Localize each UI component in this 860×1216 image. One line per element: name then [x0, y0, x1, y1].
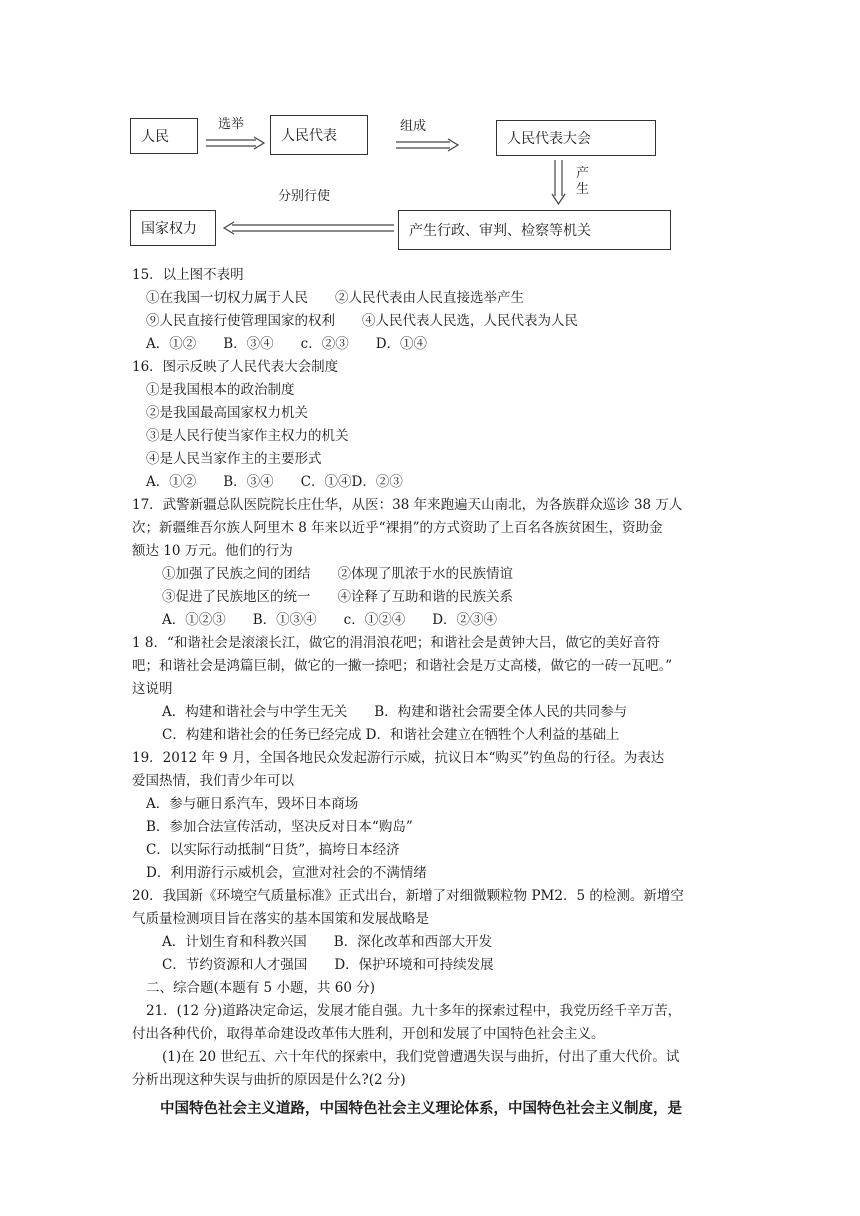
box-power-label: 国家权力 [141, 221, 197, 237]
text-line: ②是我国最高国家权力机关 [146, 405, 308, 421]
label-exercise: 分别行使 [278, 189, 331, 204]
text-line: 15．以上图不表明 [132, 267, 244, 283]
text-line: A．计划生育和科教兴国 B．深化改革和西部大开发 [162, 934, 493, 950]
arrow-right-icon [396, 138, 460, 152]
text-line: C．构建和谐社会的任务已经完成 D．和谐社会建立在牺牲个人利益的基础上 [162, 727, 620, 743]
text-line: 20．我国新《环境空气质量标准》正式出台，新增了对细微颗粒物 PM2．5 的检测。新增空 [132, 888, 684, 904]
label-compose: 组成 [400, 119, 427, 134]
label-produce: 产 生 [576, 166, 590, 197]
text-line: 付出各种代价，取得革命建设改革伟大胜利，开创和发展了中国特色社会主义。 [132, 1026, 605, 1042]
text-line: 21．(12 分)道路决定命运，发展才能自强。九十多年的探索过程中，我党历经千辛万苦， [146, 1003, 682, 1019]
text-line: ③是人民行使当家作主权力的机关 [146, 428, 349, 444]
section-heading: 二、综合题(本题有 5 小题，共 60 分) [146, 980, 375, 996]
text-line: 气质量检测项目旨在落实的基本国策和发展战略是 [132, 911, 429, 927]
text-line: ③促进了民族地区的统一 ④诠释了互助和谐的民族关系 [162, 589, 513, 605]
box-deputies [270, 115, 368, 155]
text-line: 吧；和谐社会是鸿篇巨制，做它的一撇一捺吧；和谐社会是万丈高楼，做它的一砖一瓦吧。” [132, 658, 673, 674]
text-line: ⑨人民直接行使管理国家的权利 ④人民代表人民选，人民代表为人民 [146, 313, 578, 329]
answer-line: 中国特色社会主义道路，中国特色社会主义理论体系，中国特色社会主义制度，是 [160, 1100, 682, 1117]
text-line: 19．2012 年 9 月，全国各地民众发起游行示威，抗议日本“购买”钓鱼岛的行径。为表达 [132, 750, 665, 766]
text-line: D．利用游行示威机会，宣泄对社会的不满情绪 [146, 865, 427, 881]
text-line: 17．武警新疆总队医院院长庄仕华，从医：38 年来跑遍天山南北，为各族群众巡诊 38 万人 [132, 497, 683, 513]
text-line: ④是人民当家作主的主要形式 [146, 451, 322, 467]
text-line: B．参加合法宣传活动，坚决反对日本“购岛” [146, 819, 413, 835]
text-line: A．①②③ B．①③④ c．①②④ D．②③④ [162, 612, 498, 628]
text-line: A．①② B．③④ c．②③ D．①④ [146, 336, 428, 352]
text-line: (1)在 20 世纪五、六十年代的探索中，我们党曾遭遇失误与曲折，付出了重大代价。试 [162, 1049, 680, 1065]
arrow-down-icon [550, 160, 568, 206]
box-people [130, 118, 198, 154]
text-line: ①是我国根本的政治制度 [146, 382, 295, 398]
text-line: A．①② B．③④ C．①④D．②③ [146, 474, 403, 490]
text-line: 1 8．“和谐社会是滚滚长江，做它的涓涓浪花吧；和谐社会是黄钟大吕，做它的美好音符 [132, 635, 660, 651]
box-deputies-label: 人民代表 [281, 128, 337, 144]
text-line: C．以实际行动抵制“日货”，搞垮日本经济 [146, 842, 400, 858]
text-line: C．节约资源和人才强国 D．保护环境和可持续发展 [162, 957, 494, 973]
arrow-right-icon [206, 136, 266, 150]
text-line: 额达 10 万元。他们的行为 [132, 543, 293, 559]
text-line: 爱国热情，我们青少年可以 [132, 773, 294, 789]
label-elect: 选举 [218, 117, 245, 132]
text-line: A．构建和谐社会与中学生无关 B．构建和谐社会需要全体人民的共同参与 [162, 704, 628, 720]
arrow-left-icon [222, 221, 394, 235]
box-congress-label: 人民代表大会 [507, 131, 591, 147]
box-congress [496, 120, 656, 156]
box-people-label: 人民 [141, 129, 169, 145]
flow-diagram [128, 110, 673, 255]
text-line: 16．图示反映了人民代表大会制度 [132, 359, 339, 375]
text-line: 次；新疆维吾尔族人阿里木 8 年来以近乎“裸捐”的方式资助了上百名各族贫困生，资助金 [132, 520, 663, 536]
text-line: ①加强了民族之间的团结 ②体现了肌浓于水的民族情谊 [162, 566, 513, 582]
text-line: 这说明 [132, 681, 173, 697]
box-organs [398, 210, 671, 250]
text-line: 分析出现这种失误与曲折的原因是什么?(2 分) [132, 1072, 406, 1088]
box-organs-label: 产生行政、审判、检察等机关 [409, 223, 591, 239]
text-line: A．参与砸日系汽车，毁坏日本商场 [146, 796, 359, 812]
box-power [130, 210, 216, 246]
text-line: ①在我国一切权力属于人民 ②人民代表由人民直接选举产生 [146, 290, 524, 306]
